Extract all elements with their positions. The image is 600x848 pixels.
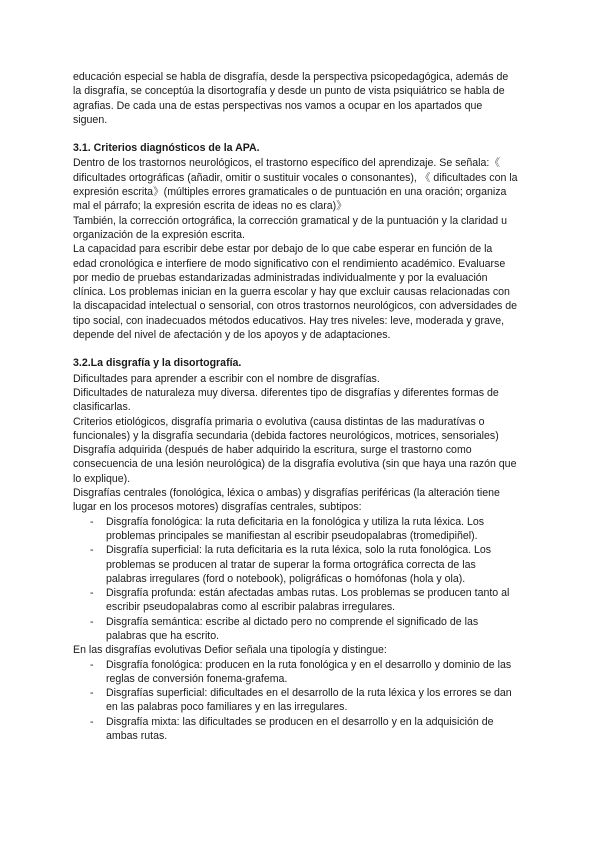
list-item-text: Disgrafía mixta: las dificultades se producen en el desarrollo y en la adquisición de ambas rutas. (106, 715, 494, 743)
dash-bullet: - (90, 615, 94, 628)
list-item (73, 715, 518, 744)
disgrafia-line-2: Dificultades de naturaleza muy diversa. diferentes tipo de disgrafías y diferentes formas de clasificarlas. (73, 386, 499, 414)
list-item (73, 515, 518, 544)
apa-paragraph-2: También, la corrección ortográfica, la corrección gramatical y de la puntuación y la claridad u organización de la expresión escrita. (73, 214, 507, 241)
dash-bullet: - (90, 687, 94, 700)
section-heading-apa: 3.1. Criterios diagnósticos de la APA. (73, 142, 260, 155)
apa-paragraph-3: La capacidad para escribir debe estar por debajo de lo que cabe esperar en función de la edad cronológica e interfiere de modo significativo con el rendimiento académico. Evaluarse por medio de pruebas estandarizadas administradas individualmente y por la evaluación clínica. Los problemas inician en la guerra escolar y hay que excluir causas relacionadas con la discapacidad intelectual o sensorial, con otros trastornos neurológicos, con adversidades de tipo social, con inadecuados métodos educativos. Hay tres niveles: leve, moderada y grave, depende del nivel de afectación y de los apoyos y de adaptaciones. (73, 243, 518, 342)
list-item (73, 586, 518, 615)
evolutivas-list (73, 658, 518, 744)
list-item-text: Disgrafía fonológica: producen en la ruta fonológica y en el desarrollo y dominio de las reglas de conversión fonema-grafema. (106, 658, 512, 685)
list-item-text: Disgrafía superficial: la ruta deficitaria es la ruta léxica, solo la ruta fonológica. Los problemas se producen al tratar de superar la forma ortográfica correcta de las palabras irregulares (ford o notebook), poligráficas o homófonas (hola y ola). (106, 544, 492, 585)
section-heading-disgrafia: 3.2.La disgrafía y la disortografía. (73, 357, 242, 370)
dash-bullet: - (90, 587, 94, 600)
list-item-text: Disgrafías superficial: dificultades en el desarrollo de la ruta léxica y los errores se dan en las palabras poco familiares y en las irregulares. (106, 687, 512, 714)
list-item-text: Disgrafía fonológica: la ruta deficitaria en la fonológica y utiliza la ruta léxica. Los problemas principales se manifiestan al escribir pseudopalabras (tromedipiñel). (106, 515, 485, 542)
intro-paragraph: educación especial se habla de disgrafía, desde la perspectiva psicopedagógica, además de la disgrafía, se conceptúa la disortografía y desde un punto de vista psiquiátrico se habla de agrafias. De cada una de estas perspectivas nos vamos a ocupar en los apartados que siguen. (73, 71, 509, 126)
disgrafia-line-4: Disgrafía adquirida (después de haber adquirido la escritura, surge el trastorno como consecuencia de una lesión neurológica) de la disgrafía evolutiva (sin que haya una razón que lo explique). (73, 444, 517, 485)
list-item (73, 686, 518, 715)
disgrafia-line-1: Dificultades para aprender a escribir con el nombre de disgrafías. (73, 372, 380, 385)
central-subtypes-list (73, 515, 518, 644)
disgrafia-line-3: Criterios etiológicos, disgrafía primaria o evolutiva (causa distintas de las maduratívas o funcionales) y la disgrafía secundaria (debida factores neurológicos, motrices, sensoriales) (73, 415, 499, 442)
evolutivas-intro: En las disgrafías evolutivas Defior señala una tipología y distingue: (73, 644, 387, 657)
list-item (73, 543, 518, 586)
dash-bullet: - (90, 515, 94, 528)
apa-paragraph-1: Dentro de los trastornos neurológicos, el trastorno específico del aprendizaje. Se señala:《 dificultades ortográficas (añadir, omitir o sustituir vocales o consonantes), 《 dificultades con la expresión escrita》(múltiples errores gramaticales o de puntuación en una oración; organiza mal el párrafo; la expresión escrita de ideas no es clara)》 (73, 157, 518, 213)
dash-bullet: - (90, 715, 94, 728)
list-item-text: Disgrafía semántica: escribe al dictado pero no comprende el significado de las palabras que ha escrito. (106, 615, 479, 642)
list-item (73, 658, 518, 687)
dash-bullet: - (90, 544, 94, 557)
list-item-text: Disgrafía profunda: están afectadas ambas rutas. Los problemas se producen tanto al escribir pseudopalabras como al escribir palabras irregulares. (106, 587, 510, 614)
list-item (73, 615, 518, 644)
disgrafia-line-5: Disgrafías centrales (fonológica, léxica o ambas) y disgrafías periféricas (la alteración tiene lugar en los procesos motores) disgrafías centrales, subtipos: (73, 487, 500, 514)
dash-bullet: - (90, 658, 94, 671)
